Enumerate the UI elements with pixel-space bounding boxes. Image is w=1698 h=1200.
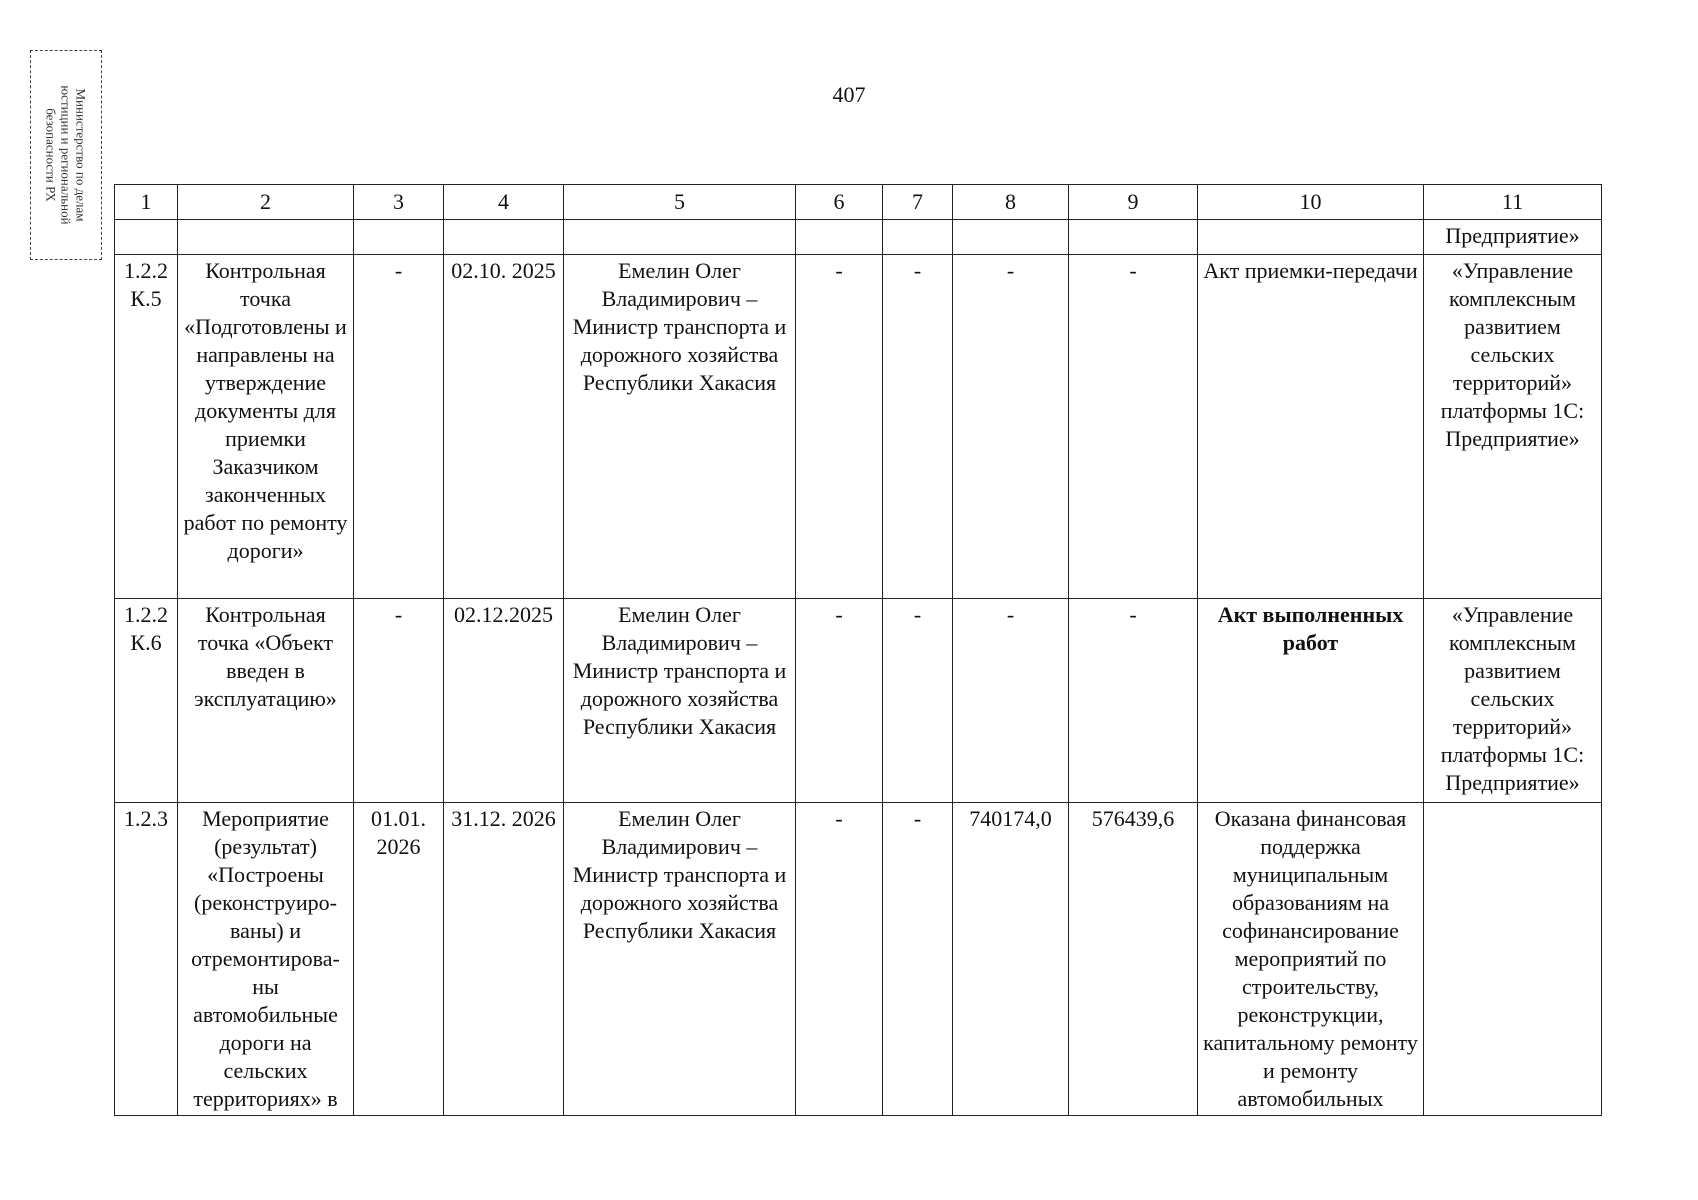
- result-document: Акт приемки-передачи: [1198, 255, 1424, 599]
- responsible: Емелин Олег Владимирович – Министр транспорта и дорожного хозяйства Республики Хакасия: [564, 803, 796, 1116]
- table-cell: [883, 220, 953, 255]
- result-document: Оказана финансовая поддержка муниципальным образованиям на софинансирование мероприятий по строительству, реконструкции, капитальному ремонту и ремонту автомобильных: [1198, 803, 1424, 1116]
- table-cell: -: [883, 803, 953, 1116]
- column-header: 11: [1424, 185, 1602, 220]
- table-cell: -: [1069, 599, 1198, 803]
- row-title: Контрольная точка «Объект введен в эксплуатацию»: [178, 599, 354, 803]
- column-header: 5: [564, 185, 796, 220]
- header-row: [115, 185, 1602, 220]
- end-date: 02.10. 2025: [444, 255, 564, 599]
- information-system: «Управление комплексным развитием сельских территорий» платформы 1С: Предприятие»: [1424, 255, 1602, 599]
- table-cell: -: [953, 255, 1069, 599]
- start-date: 01.01. 2026: [354, 803, 444, 1116]
- table-cell: [354, 220, 444, 255]
- table-cell: -: [796, 803, 883, 1116]
- stamp-line: юстиции и региональной: [58, 85, 74, 225]
- table-cell: -: [883, 255, 953, 599]
- column-header: 4: [444, 185, 564, 220]
- start-date: -: [354, 255, 444, 599]
- row-number: 1.2.2 К.6: [115, 599, 178, 803]
- column-header: 7: [883, 185, 953, 220]
- table-cell: [115, 220, 178, 255]
- responsible: Емелин Олег Владимирович – Министр транспорта и дорожного хозяйства Республики Хакасия: [564, 599, 796, 803]
- row-number: 1.2.3: [115, 803, 178, 1116]
- information-system: «Управление комплексным развитием сельских территорий» платформы 1С: Предприятие»: [1424, 599, 1602, 803]
- table-cell: [444, 220, 564, 255]
- column-header: 1: [115, 185, 178, 220]
- page-number: 407: [832, 82, 866, 107]
- start-date: -: [354, 599, 444, 803]
- row-title: Контрольная точка «Подготовлены и направлены на утверждение документы для приемки Заказчиком законченных работ по ремонту дороги»: [178, 255, 354, 599]
- stamp-line: безопасности РХ: [43, 108, 59, 202]
- column-header: 3: [354, 185, 444, 220]
- table-cell: [796, 220, 883, 255]
- table-cell: Предприятие»: [1424, 220, 1602, 255]
- column-header: 9: [1069, 185, 1198, 220]
- table-row: [115, 599, 1602, 803]
- end-date: 02.12.2025: [444, 599, 564, 803]
- row-number: 1.2.2 К.5: [115, 255, 178, 599]
- table-cell: [953, 220, 1069, 255]
- table-cell: -: [883, 599, 953, 803]
- table-row: [115, 255, 1602, 599]
- table-cell: -: [1069, 255, 1198, 599]
- table-cell: [1198, 220, 1424, 255]
- measures-table: [114, 184, 1602, 1116]
- table-cell: [1069, 220, 1198, 255]
- table-cell: -: [796, 599, 883, 803]
- information-system: [1424, 803, 1602, 1116]
- row-title: Мероприятие (результат) «Построены (реконструиро-ваны) и отремонтирова-ны автомобильные дороги на сельских территориях» в: [178, 803, 354, 1116]
- responsible: Емелин Олег Владимирович – Министр транспорта и дорожного хозяйства Республики Хакасия: [564, 255, 796, 599]
- table-cell: [564, 220, 796, 255]
- column-header: 2: [178, 185, 354, 220]
- budget-federal: 576439,6: [1069, 803, 1198, 1116]
- column-header: 8: [953, 185, 1069, 220]
- result-document: Акт выполненных работ: [1198, 599, 1424, 803]
- continuation-row: [115, 220, 1602, 255]
- table-row: [115, 803, 1602, 1116]
- column-header: 6: [796, 185, 883, 220]
- column-header: 10: [1198, 185, 1424, 220]
- budget-total: 740174,0: [953, 803, 1069, 1116]
- table-cell: -: [796, 255, 883, 599]
- table-cell: [178, 220, 354, 255]
- stamp-line: Министерство по делам: [73, 88, 89, 222]
- end-date: 31.12. 2026: [444, 803, 564, 1116]
- table-cell: -: [953, 599, 1069, 803]
